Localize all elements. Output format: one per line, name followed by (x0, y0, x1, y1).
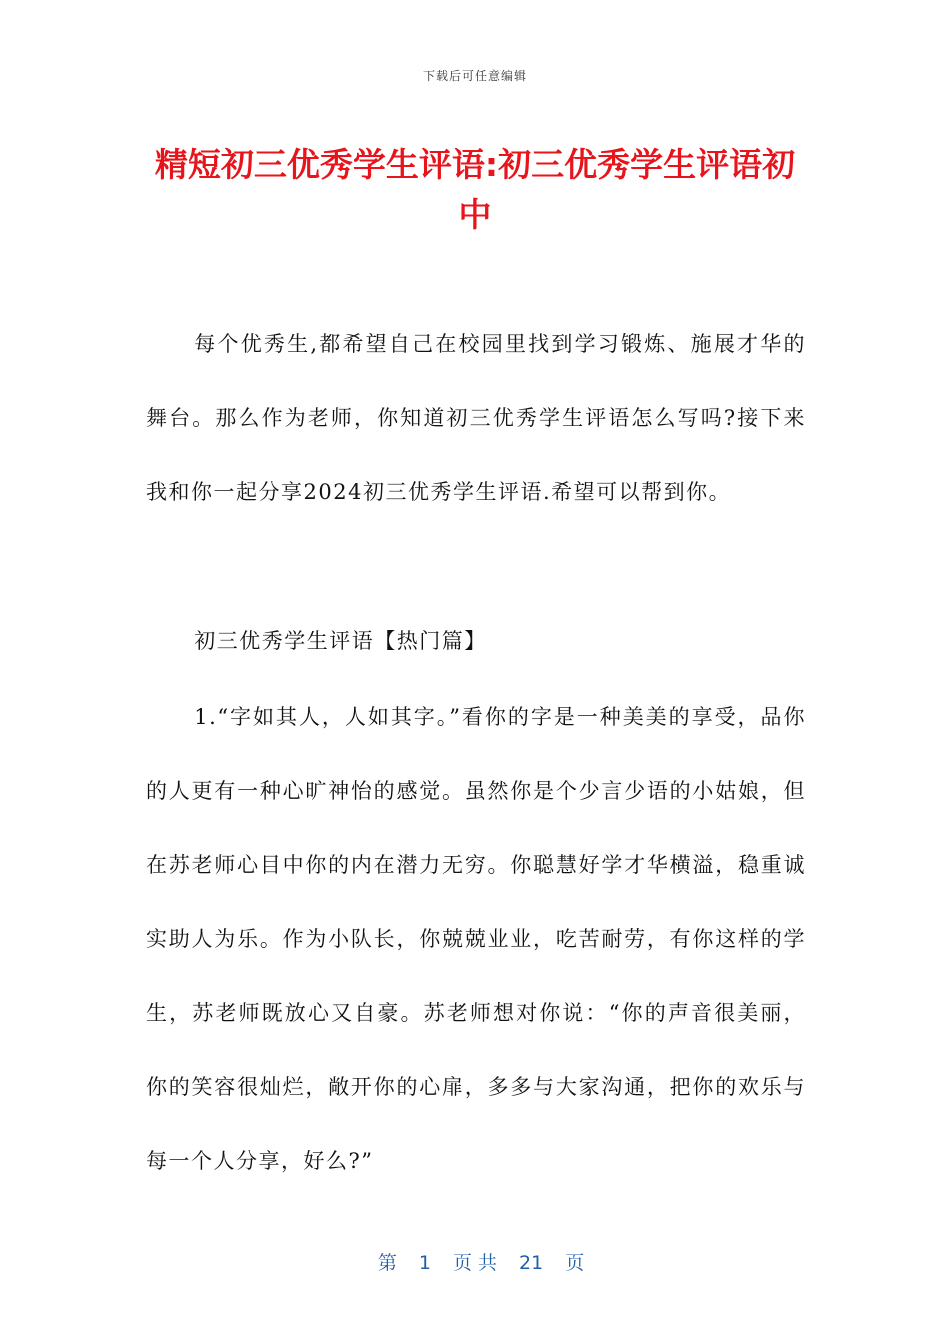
footer-current-page: 1 (418, 1252, 431, 1274)
footer-total-pages: 21 (519, 1252, 544, 1274)
document-title: 精短初三优秀学生评语:初三优秀学生评语初中 (154, 145, 796, 234)
section-heading: 初三优秀学生评语【热门篇】 (194, 629, 487, 653)
footer-prefix: 第 (377, 1252, 397, 1274)
page-footer (0, 1226, 950, 1275)
footer-suffix: 页 (565, 1252, 585, 1274)
intro-paragraph: 每个优秀生,都希望自己在校园里找到学习锻炼、施展才华的舞台。那么作为老师，你知道初三优秀学生评语怎么写吗?接下来我和你一起分享2024初三优秀学生评语.希望可以帮到你。 (146, 332, 806, 504)
comment-item-1: 1.“字如其人，人如其字。”看你的字是一种美美的享受，品你的人更有一种心旷神怡的感觉。虽然你是个少言少语的小姑娘，但在苏老师心目中你的内在潜力无穷。你聪慧好学才华横溢，稳重诚实助人为乐。作为小队长，你兢兢业业，吃苦耐劳，有你这样的学生，苏老师既放心又自豪。苏老师想对你说：“你的声音很美丽，你的笑容很灿烂，敞开你的心扉，多多与大家沟通，把你的欢乐与每一个人分享，好么?” (146, 705, 806, 1173)
footer-middle: 页 共 (452, 1252, 498, 1274)
header-note: 下载后可任意编辑 (422, 69, 527, 83)
